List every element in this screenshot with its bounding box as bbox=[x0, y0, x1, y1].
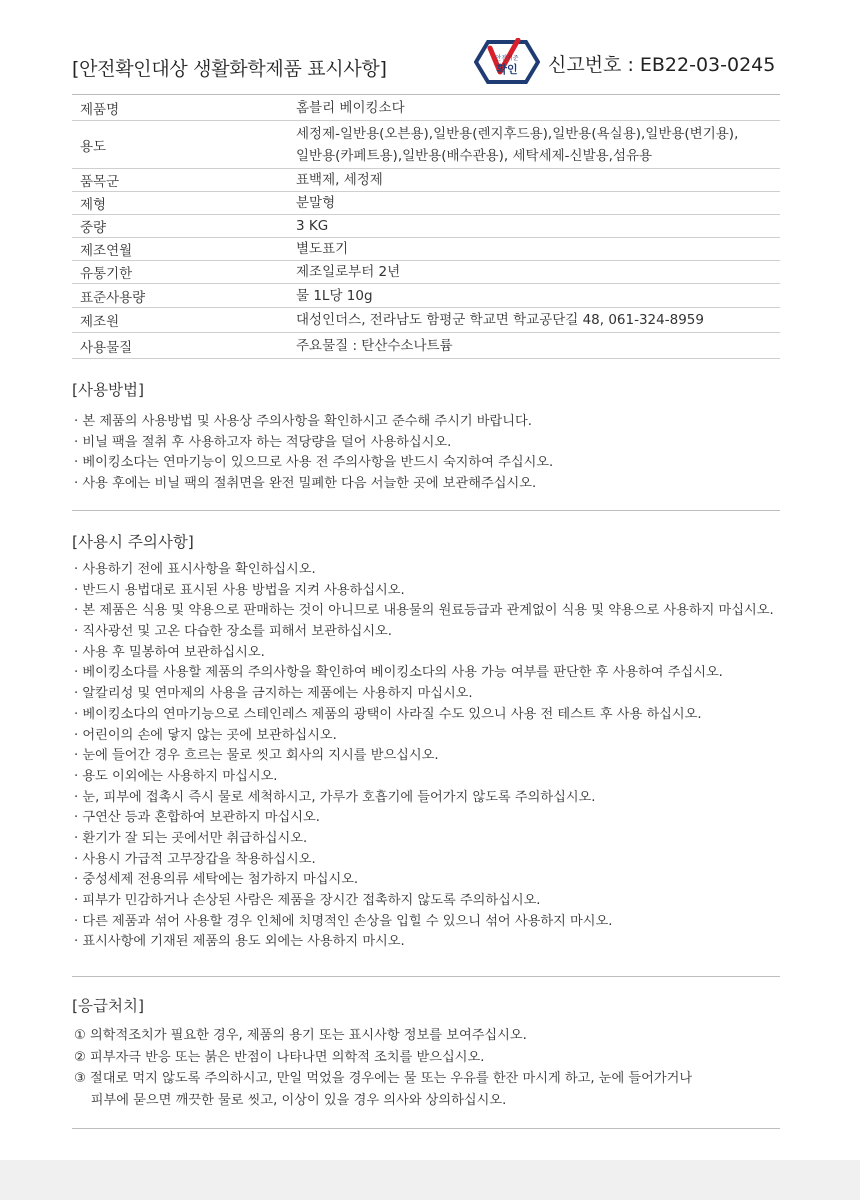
caution-item: · 반드시 용법대로 표시된 사용 방법을 지켜 사용하십시오. bbox=[74, 582, 405, 598]
spec-row bbox=[72, 284, 780, 308]
divider bbox=[72, 1128, 780, 1129]
caution-item: · 사용시 가급적 고무장갑을 착용하십시오. bbox=[74, 851, 316, 867]
cautions-section-title: [사용시 주의사항] bbox=[72, 533, 194, 551]
badge-main-text: 확인 bbox=[496, 63, 518, 76]
caution-item: · 중성세제 전용의류 세탁에는 첨가하지 마십시오. bbox=[74, 872, 359, 888]
spec-value-line: 분말형 bbox=[296, 195, 336, 211]
spec-label: 제형 bbox=[80, 197, 107, 213]
divider bbox=[72, 510, 780, 511]
spec-row bbox=[72, 238, 780, 261]
spec-value bbox=[296, 238, 780, 260]
first-aid-list bbox=[74, 1025, 692, 1111]
spec-row bbox=[72, 261, 780, 284]
caution-item: · 구연산 등과 혼합하여 보관하지 마십시오. bbox=[74, 810, 320, 826]
caution-item: · 표시사항에 기재된 제품의 용도 외에는 사용하지 마시오. bbox=[74, 934, 405, 950]
caution-item: · 직사광선 및 고온 다습한 장소를 피해서 보관하십시오. bbox=[74, 624, 392, 640]
spec-value-line: 표백제, 세정제 bbox=[296, 172, 383, 188]
spec-value bbox=[296, 284, 780, 307]
spec-value-line: 물 1L당 10g bbox=[296, 287, 373, 304]
spec-row bbox=[72, 333, 780, 359]
spec-row bbox=[72, 215, 780, 238]
first-aid-section-title: [응급처치] bbox=[72, 997, 144, 1015]
spec-label: 제조원 bbox=[80, 314, 120, 330]
caution-item: · 사용하기 전에 표시사항을 확인하십시오. bbox=[74, 562, 316, 577]
divider bbox=[72, 976, 780, 977]
spec-value bbox=[296, 215, 780, 237]
bottom-band bbox=[0, 1160, 860, 1200]
caution-item: · 베이킹소다를 사용할 제품의 주의사항을 확인하여 베이킹소다의 사용 가능 여부를 판단한 후 사용하여 주십시오. bbox=[74, 665, 723, 681]
spec-label: 품목군 bbox=[80, 174, 120, 190]
spec-label: 유통기한 bbox=[80, 266, 133, 282]
caution-item: · 눈, 피부에 접촉시 즉시 물로 세척하시고, 가루가 호흡기에 들어가지 않도록 주의하십시오. bbox=[74, 789, 596, 805]
spec-value bbox=[296, 169, 780, 191]
caution-item: · 다른 제품과 섞어 사용할 경우 인체에 치명적인 손상을 입힐 수 있으니 섞어 사용하지 마시오. bbox=[74, 913, 613, 929]
spec-row bbox=[72, 95, 780, 121]
cautions-list bbox=[74, 560, 774, 953]
caution-item: · 본 제품은 식용 및 약용으로 판매하는 것이 아니므로 내용물의 원료등급과 관계없이 식용 및 약용으로 사용하지 마십시오. bbox=[74, 603, 774, 619]
spec-label: 제품명 bbox=[80, 101, 120, 118]
spec-value-line: 3 KG bbox=[296, 218, 329, 234]
spec-label: 표준사용량 bbox=[80, 289, 146, 306]
caution-item: · 눈에 들어간 경우 흐르는 물로 씻고 회사의 지시를 받으십시오. bbox=[74, 748, 439, 764]
spec-value-line: 대성인더스, 전라남도 함평군 학교면 학교공단길 48, 061-324-8959 bbox=[296, 312, 704, 328]
spec-row bbox=[72, 308, 780, 333]
page-title: [안전확인대상 생활화학제품 표시사항] bbox=[72, 58, 387, 80]
first-aid-item: 피부에 묻으면 깨끗한 물로 씻고, 이상이 있을 경우 의사와 상의하십시오. bbox=[74, 1092, 507, 1108]
spec-value bbox=[296, 95, 780, 120]
spec-value-line: 별도표기 bbox=[296, 241, 349, 257]
safety-check-badge-icon bbox=[474, 38, 540, 86]
spec-value-line: 주요물질 : 탄산수소나트륨 bbox=[296, 337, 453, 354]
usage-section-title: [사용방법] bbox=[72, 381, 144, 399]
caution-item: · 어린이의 손에 닿지 않는 곳에 보관하십시오. bbox=[74, 727, 337, 743]
spec-row bbox=[72, 169, 780, 192]
spec-value bbox=[296, 261, 780, 283]
usage-list bbox=[74, 412, 553, 494]
spec-value-line: 일반용(카페트용),일반용(배수관용), 세탁세제-신발용,섬유용 bbox=[296, 147, 653, 164]
first-aid-item: ① 의학적조치가 필요한 경우, 제품의 용기 또는 표시사항 정보를 보여주십시오. bbox=[74, 1028, 527, 1043]
usage-item: · 사용 후에는 비닐 팩의 절취면을 완전 밀폐한 다음 서늘한 곳에 보관해주십시오. bbox=[74, 475, 537, 491]
spec-value bbox=[296, 333, 780, 358]
badge-top-text: 안전기준 bbox=[495, 55, 519, 62]
usage-item: · 베이킹소다는 연마기능이 있으므로 사용 전 주의사항을 반드시 숙지하여 주십시오. bbox=[74, 455, 554, 471]
caution-item: · 환기가 잘 되는 곳에서만 취급하십시오. bbox=[74, 830, 308, 846]
first-aid-item: ② 피부자극 반응 또는 붉은 반점이 나타나면 의학적 조치를 받으십시오. bbox=[74, 1049, 485, 1065]
spec-label: 용도 bbox=[80, 138, 107, 155]
product-spec-table bbox=[72, 94, 780, 359]
spec-label: 사용물질 bbox=[80, 339, 133, 356]
caution-item: · 알칼리성 및 연마제의 사용을 금지하는 제품에는 사용하지 마십시오. bbox=[74, 686, 473, 702]
spec-value-line: 홈블리 베이킹소다 bbox=[296, 99, 405, 116]
spec-row bbox=[72, 121, 780, 169]
caution-item: · 피부가 민감하거나 손상된 사람은 제품을 장시간 접촉하지 않도록 주의하십시오. bbox=[74, 893, 541, 908]
first-aid-item: ③ 절대로 먹지 않도록 주의하시고, 만일 먹었을 경우에는 물 또는 우유를 한잔 마시게 하고, 눈에 들어가거나 bbox=[74, 1071, 693, 1086]
spec-label: 제조연월 bbox=[80, 243, 133, 259]
spec-row bbox=[72, 192, 780, 215]
spec-value bbox=[296, 121, 780, 168]
caution-item: · 사용 후 밀봉하여 보관하십시오. bbox=[74, 644, 265, 660]
usage-item: · 비닐 팩을 절취 후 사용하고자 하는 적당량을 덜어 사용하십시오. bbox=[74, 434, 452, 450]
usage-item: · 본 제품의 사용방법 및 사용상 주의사항을 확인하시고 준수해 주시기 바랍니다. bbox=[74, 414, 532, 429]
spec-label: 중량 bbox=[80, 220, 107, 236]
spec-value bbox=[296, 192, 780, 214]
caution-item: · 베이킹소다의 연마기능으로 스테인레스 제품의 광택이 사라질 수도 있으니 사용 전 테스트 후 사용 하십시오. bbox=[74, 706, 702, 722]
caution-item: · 용도 이외에는 사용하지 마십시오. bbox=[74, 768, 278, 784]
spec-value-line: 제조일로부터 2년 bbox=[296, 264, 401, 280]
report-number: 신고번호 : EB22-03-0245 bbox=[548, 54, 776, 76]
spec-value bbox=[296, 308, 780, 332]
spec-value-line: 세정제-일반용(오븐용),일반용(렌지후드용),일반용(욕실용),일반용(변기용), bbox=[296, 125, 739, 142]
